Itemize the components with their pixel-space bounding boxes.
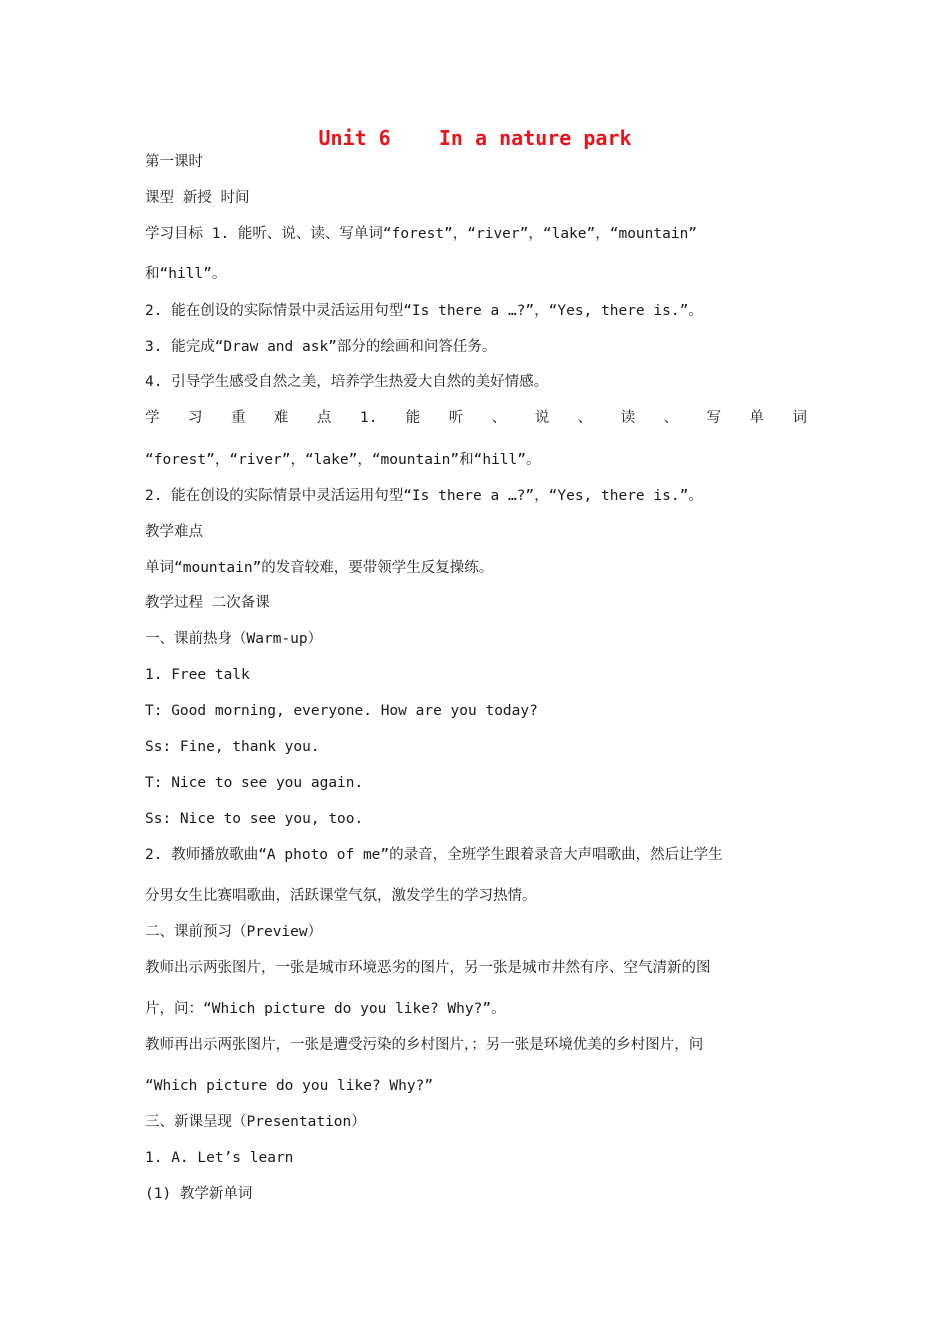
spread-char: 能	[405, 410, 421, 426]
text-line: Ss: Fine, thank you.	[145, 739, 320, 755]
spread-char: 难	[273, 410, 289, 426]
text-line: 2. 能在创设的实际情景中灵活运用句型“Is there a …?”，“Yes, there is.”。	[145, 303, 703, 319]
spread-char: 读	[620, 410, 636, 426]
spread-char: 、	[663, 410, 679, 426]
text-line: 教师再出示两张图片，一张是遭受污染的乡村图片，；另一张是环境优美的乡村图片，问	[145, 1037, 704, 1053]
text-line: 三、新课呈现（Presentation）	[145, 1114, 366, 1130]
text-line: 单词“mountain”的发音较难，要带领学生反复操练。	[145, 560, 494, 576]
spread-char: 单	[749, 410, 765, 426]
text-line: 2. 教师播放歌曲“A photo of me”的录音，全班学生跟着录音大声唱歌曲，然后让学生	[145, 847, 723, 863]
spread-char: 、	[577, 410, 593, 426]
text-line: 3. 能完成“Draw and ask”部分的绘画和问答任务。	[145, 339, 497, 355]
text-line: 和“hill”。	[145, 266, 227, 282]
text-line: T: Nice to see you again.	[145, 775, 364, 791]
text-line: 二、课前预习（Preview）	[145, 924, 323, 940]
text-line: 教学过程 二次备课	[145, 595, 270, 611]
spread-char: 写	[706, 410, 722, 426]
spread-char: 、	[491, 410, 507, 426]
spread-text-line	[145, 407, 807, 429]
text-line: Ss: Nice to see you, too.	[145, 811, 364, 827]
text-line: 第一课时	[145, 154, 203, 170]
text-line: 课型 新授 时间	[145, 190, 250, 206]
text-line: 教师出示两张图片，一张是城市环境恶劣的图片，另一张是城市井然有序、空气清新的图	[145, 960, 711, 976]
text-line: 片，问：“Which picture do you like? Why?”。	[145, 1001, 506, 1017]
text-line: 分男女生比赛唱歌曲，活跃课堂气氛，激发学生的学习热情。	[145, 888, 537, 904]
text-line: 4. 引导学生感受自然之美，培养学生热爱大自然的美好情感。	[145, 374, 549, 390]
spread-char: 1.	[359, 410, 378, 426]
spread-char: 听	[448, 410, 464, 426]
spread-char: 词	[792, 410, 807, 426]
spread-char: 学	[145, 410, 160, 426]
text-line: “forest”，“river”，“lake”，“mountain”和“hill”。	[145, 452, 541, 468]
spread-char: 点	[316, 410, 332, 426]
text-line: 1. A. Let’s learn	[145, 1150, 294, 1166]
text-line: 学习目标 1. 能听、说、读、写单词“forest”，“river”，“lake”，“mountain”	[145, 226, 698, 242]
text-line: T: Good morning, everyone. How are you today?	[145, 703, 538, 719]
document-title: Unit 6 In a nature park	[318, 126, 632, 150]
spread-char: 重	[230, 410, 246, 426]
spread-char: 习	[187, 410, 203, 426]
text-line: 一、课前热身（Warm-up）	[145, 631, 323, 647]
text-line: 教学难点	[145, 524, 203, 540]
text-line: “Which picture do you like? Why?”	[145, 1078, 434, 1094]
spread-char: 说	[534, 410, 550, 426]
text-line: (1) 教学新单词	[145, 1186, 253, 1202]
text-line: 1. Free talk	[145, 667, 250, 683]
text-line: 2. 能在创设的实际情景中灵活运用句型“Is there a …?”，“Yes, there is.”。	[145, 488, 703, 504]
